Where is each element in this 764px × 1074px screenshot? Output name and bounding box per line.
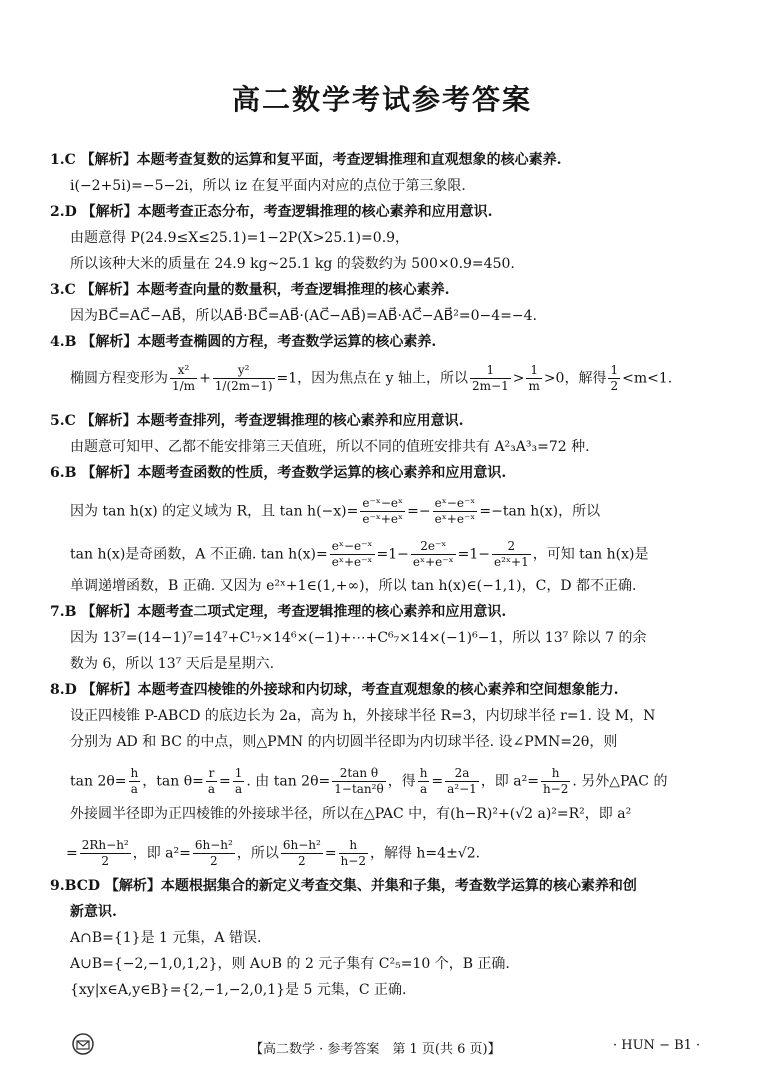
q4-plus: + (199, 370, 211, 387)
q8-fraction-j (281, 838, 323, 869)
denominator: e⁻ˣ+eˣ (362, 512, 404, 526)
q8-fraction-f (445, 766, 479, 797)
q7-heading: 7.B 【解析】本题考查二项式定理，考查逻辑推理的核心素养和应用意识. (50, 604, 507, 620)
denominator: a (207, 782, 216, 796)
q6-text: =1− (376, 546, 409, 563)
q4-line (70, 363, 672, 394)
q9-line-2: A∪B={−2,−1,0,1,2}，则 A∪B 的 2 元子集有 C²₅=10 个，B 正确. (70, 956, 510, 972)
q2-heading: 2.D 【解析】本题考查正态分布，考查逻辑推理的核心素养和应用意识. (50, 204, 493, 220)
q9-heading: 9.BCD 【解析】本题根据集合的新定义考查交集、并集和子集，考查数学运算的核心素养和创 (50, 878, 637, 894)
q8-text: . 另外△PAC 的 (572, 773, 668, 790)
q6-text: ，可知 tan h(x)是 (532, 546, 649, 563)
q8-text: . 由 tan 2θ= (246, 773, 331, 790)
q8-text: = (66, 845, 78, 862)
q4-text-4: >0，解得 (543, 370, 607, 387)
numerator: eˣ−e⁻ˣ (434, 496, 476, 510)
denominator: eˣ+e⁻ˣ (331, 555, 373, 569)
q8-heading: 8.D 【解析】本题考查四棱锥的外接球和内切球，考查直观想象的核心素养和空间想象能力. (50, 682, 619, 698)
numerator: 1 (610, 363, 619, 377)
q6-fraction-a (360, 496, 405, 527)
denominator: 1/m (172, 379, 196, 393)
footer-code: · HUN − B1 · (613, 1038, 701, 1053)
q4-text-1: 椭圆方程变形为 (70, 370, 168, 387)
numerator: 1 (234, 766, 243, 780)
q6-heading: 6.B 【解析】本题考查函数的性质，考查数学运算的核心素养和应用意识. (50, 465, 507, 481)
q6-line-1 (70, 496, 600, 527)
q8-fraction-h (80, 838, 131, 869)
q8-text: ，即 a²= (132, 845, 191, 862)
q3-heading: 3.C 【解析】本题考查向量的数量积，考查逻辑推理的核心素养. (50, 282, 450, 298)
numerator: y² (213, 363, 275, 379)
q6-text: =−tan h(x)，所以 (479, 503, 601, 520)
denominator: 2 (610, 379, 619, 393)
q6-text: 因为 tan h(x) 的定义域为 R，且 tan h(−x)= (70, 503, 359, 520)
denominator: e²ˣ+1 (494, 555, 529, 569)
denominator: a (130, 782, 138, 796)
numerator: h (419, 766, 428, 780)
numerator: e⁻ˣ−eˣ (362, 496, 404, 510)
q6-fraction-e (492, 539, 531, 570)
q6-line-3: 单调递增函数，B 正确. 又因为 e²ˣ+1∈(1,+∞)，所以 tan h(x)∈(−1,1)，C，D 都不正确. (70, 578, 637, 594)
q4-text-2: =1，因为焦点在 y 轴上，所以 (276, 370, 468, 387)
page-footer (0, 1035, 764, 1059)
q2-line-1: 由题意得 P(24.9≤X≤25.1)=1−2P(X>25.1)=0.9， (70, 230, 410, 246)
q8-fraction-d (332, 766, 385, 797)
q7-line-1: 因为 13⁷=(14−1)⁷=14⁷+C¹₇×14⁶×(−1)+⋯+C⁶₇×14×(−1)⁶−1，所以 13⁷ 除以 7 的余 (70, 630, 647, 646)
numerator: h (130, 766, 139, 780)
denominator: eˣ+e⁻ˣ (434, 512, 476, 526)
denominator: eˣ+e⁻ˣ (412, 555, 454, 569)
numerator: 6h−h² (194, 838, 233, 852)
q6-text: =1− (457, 546, 491, 563)
q8-fraction-k (339, 838, 368, 869)
q9-heading-cont: 新意识. (70, 904, 117, 920)
q8-text: = (431, 773, 444, 790)
denominator: a²−1 (447, 782, 477, 796)
numerator: 2e⁻ˣ (411, 539, 456, 555)
q3-line: 因为BC⃗=AC⃗−AB⃗，所以AB⃗·BC⃗=AB⃗·(AC⃗−AB⃗)=AB⃗·AC⃗−AB⃗²=0−4=−4. (70, 308, 537, 324)
q8-text: ，即 a²= (480, 773, 539, 790)
q8-fraction-e (418, 766, 430, 797)
q8-text: ，解得 h=4±√2. (369, 845, 481, 862)
q1-heading: 1.C 【解析】本题考查复数的运算和复平面，考查逻辑推理和直观想象的核心素养. (50, 152, 562, 168)
q8-text: = (324, 845, 337, 862)
numerator: r (206, 766, 217, 782)
q7-line-2: 数为 6，所以 13⁷ 天后是星期六. (70, 656, 275, 672)
q4-heading: 4.B 【解析】本题考查椭圆的方程，考查数学运算的核心素养. (50, 334, 437, 350)
denominator: 1−tan²θ (334, 782, 384, 796)
q6-text: tan h(x)是奇函数，A 不正确. tan h(x)= (70, 546, 328, 563)
q4-fraction-2 (213, 363, 275, 394)
q8-line-5 (66, 838, 480, 869)
q4-fraction-3 (470, 363, 511, 394)
numerator: h (339, 838, 368, 854)
denominator: 2 (101, 854, 110, 868)
numerator: 1 (470, 363, 511, 379)
q8-fraction-a (129, 766, 141, 797)
denominator: h−2 (542, 782, 569, 796)
numerator: 6h−h² (282, 838, 321, 852)
q8-text: ，得 (387, 773, 416, 790)
q6-fraction-c (330, 539, 375, 570)
q4-fraction-5 (608, 363, 620, 394)
denominator: a (234, 782, 243, 796)
denominator: 2 (298, 854, 306, 868)
q5-line: 由题意可知甲、乙都不能安排第三天值班，所以不同的值班安排共有 A²₃A³₃=72 种. (70, 439, 590, 455)
q8-line-1: 设正四棱锥 P-ABCD 的底边长为 2a，高为 h，外接球半径 R=3，内切球半径 r=1. 设 M，N (70, 708, 656, 724)
q5-heading: 5.C 【解析】本题考查排列，考查逻辑推理的核心素养和应用意识. (50, 413, 464, 429)
footer-page-info: 【高二数学 · 参考答案 第 1 页(共 6 页)】 (250, 1042, 501, 1057)
q8-line-2: 分别为 AD 和 BC 的中点，则△PMN 的内切圆半径即为内切球半径. 设∠PMN=2θ，则 (70, 734, 618, 750)
stamp-logo-icon (72, 1033, 94, 1055)
denominator: m (528, 379, 540, 393)
q9-line-3: {xy|x∈A,y∈B}={2,−1,−2,0,1}是 5 元集，C 正确. (70, 982, 407, 998)
numerator: 2 (492, 539, 531, 555)
q8-fraction-i (193, 838, 235, 869)
numerator: x² (170, 363, 197, 379)
q6-text: =− (407, 503, 431, 520)
q6-fraction-d (411, 539, 456, 570)
q4-text-3: > (512, 370, 525, 387)
numerator: h (541, 766, 570, 782)
q1-line: i(−2+5i)=−5−2i，所以 iz 在复平面内对应的点位于第三象限. (70, 178, 466, 194)
numerator: 1 (526, 363, 541, 379)
q6-line-2 (70, 539, 648, 570)
denominator: a (419, 782, 428, 796)
q8-text: ，tan θ= (142, 773, 204, 790)
q9-line-1: A∩B={1}是 1 元集，A 错误. (70, 930, 262, 946)
q8-fraction-b (206, 766, 217, 797)
denominator: 2 (210, 854, 218, 868)
q8-line-4: 外接圆半径即为正四棱锥的外接球半径，所以在△PAC 中，有(h−R)²+(√2 a)²=R²，即 a² (70, 806, 632, 822)
q8-text: tan 2θ= (70, 773, 127, 790)
page-title: 高二数学考试参考答案 (231, 83, 532, 116)
q8-fraction-c (233, 766, 245, 797)
denominator: 1/(2m−1) (214, 379, 273, 393)
numerator: eˣ−e⁻ˣ (331, 539, 373, 553)
q2-line-2: 所以该种大米的质量在 24.9 kg~25.1 kg 的袋数约为 500×0.9=450. (70, 256, 515, 272)
q8-fraction-g (541, 766, 570, 797)
q8-text: ，所以 (236, 845, 279, 862)
q4-fraction-4 (526, 363, 541, 394)
q8-text: = (219, 773, 231, 790)
q4-text-5: <m<1. (622, 370, 673, 387)
q6-fraction-b (433, 496, 478, 527)
numerator: 2Rh−h² (81, 838, 129, 852)
denominator: 2m−1 (472, 379, 509, 393)
denominator: h−2 (340, 854, 366, 868)
numerator: 2tan θ (332, 766, 385, 782)
q8-line-3 (70, 766, 667, 797)
numerator: 2a (445, 766, 479, 782)
q4-fraction-1 (170, 363, 197, 394)
